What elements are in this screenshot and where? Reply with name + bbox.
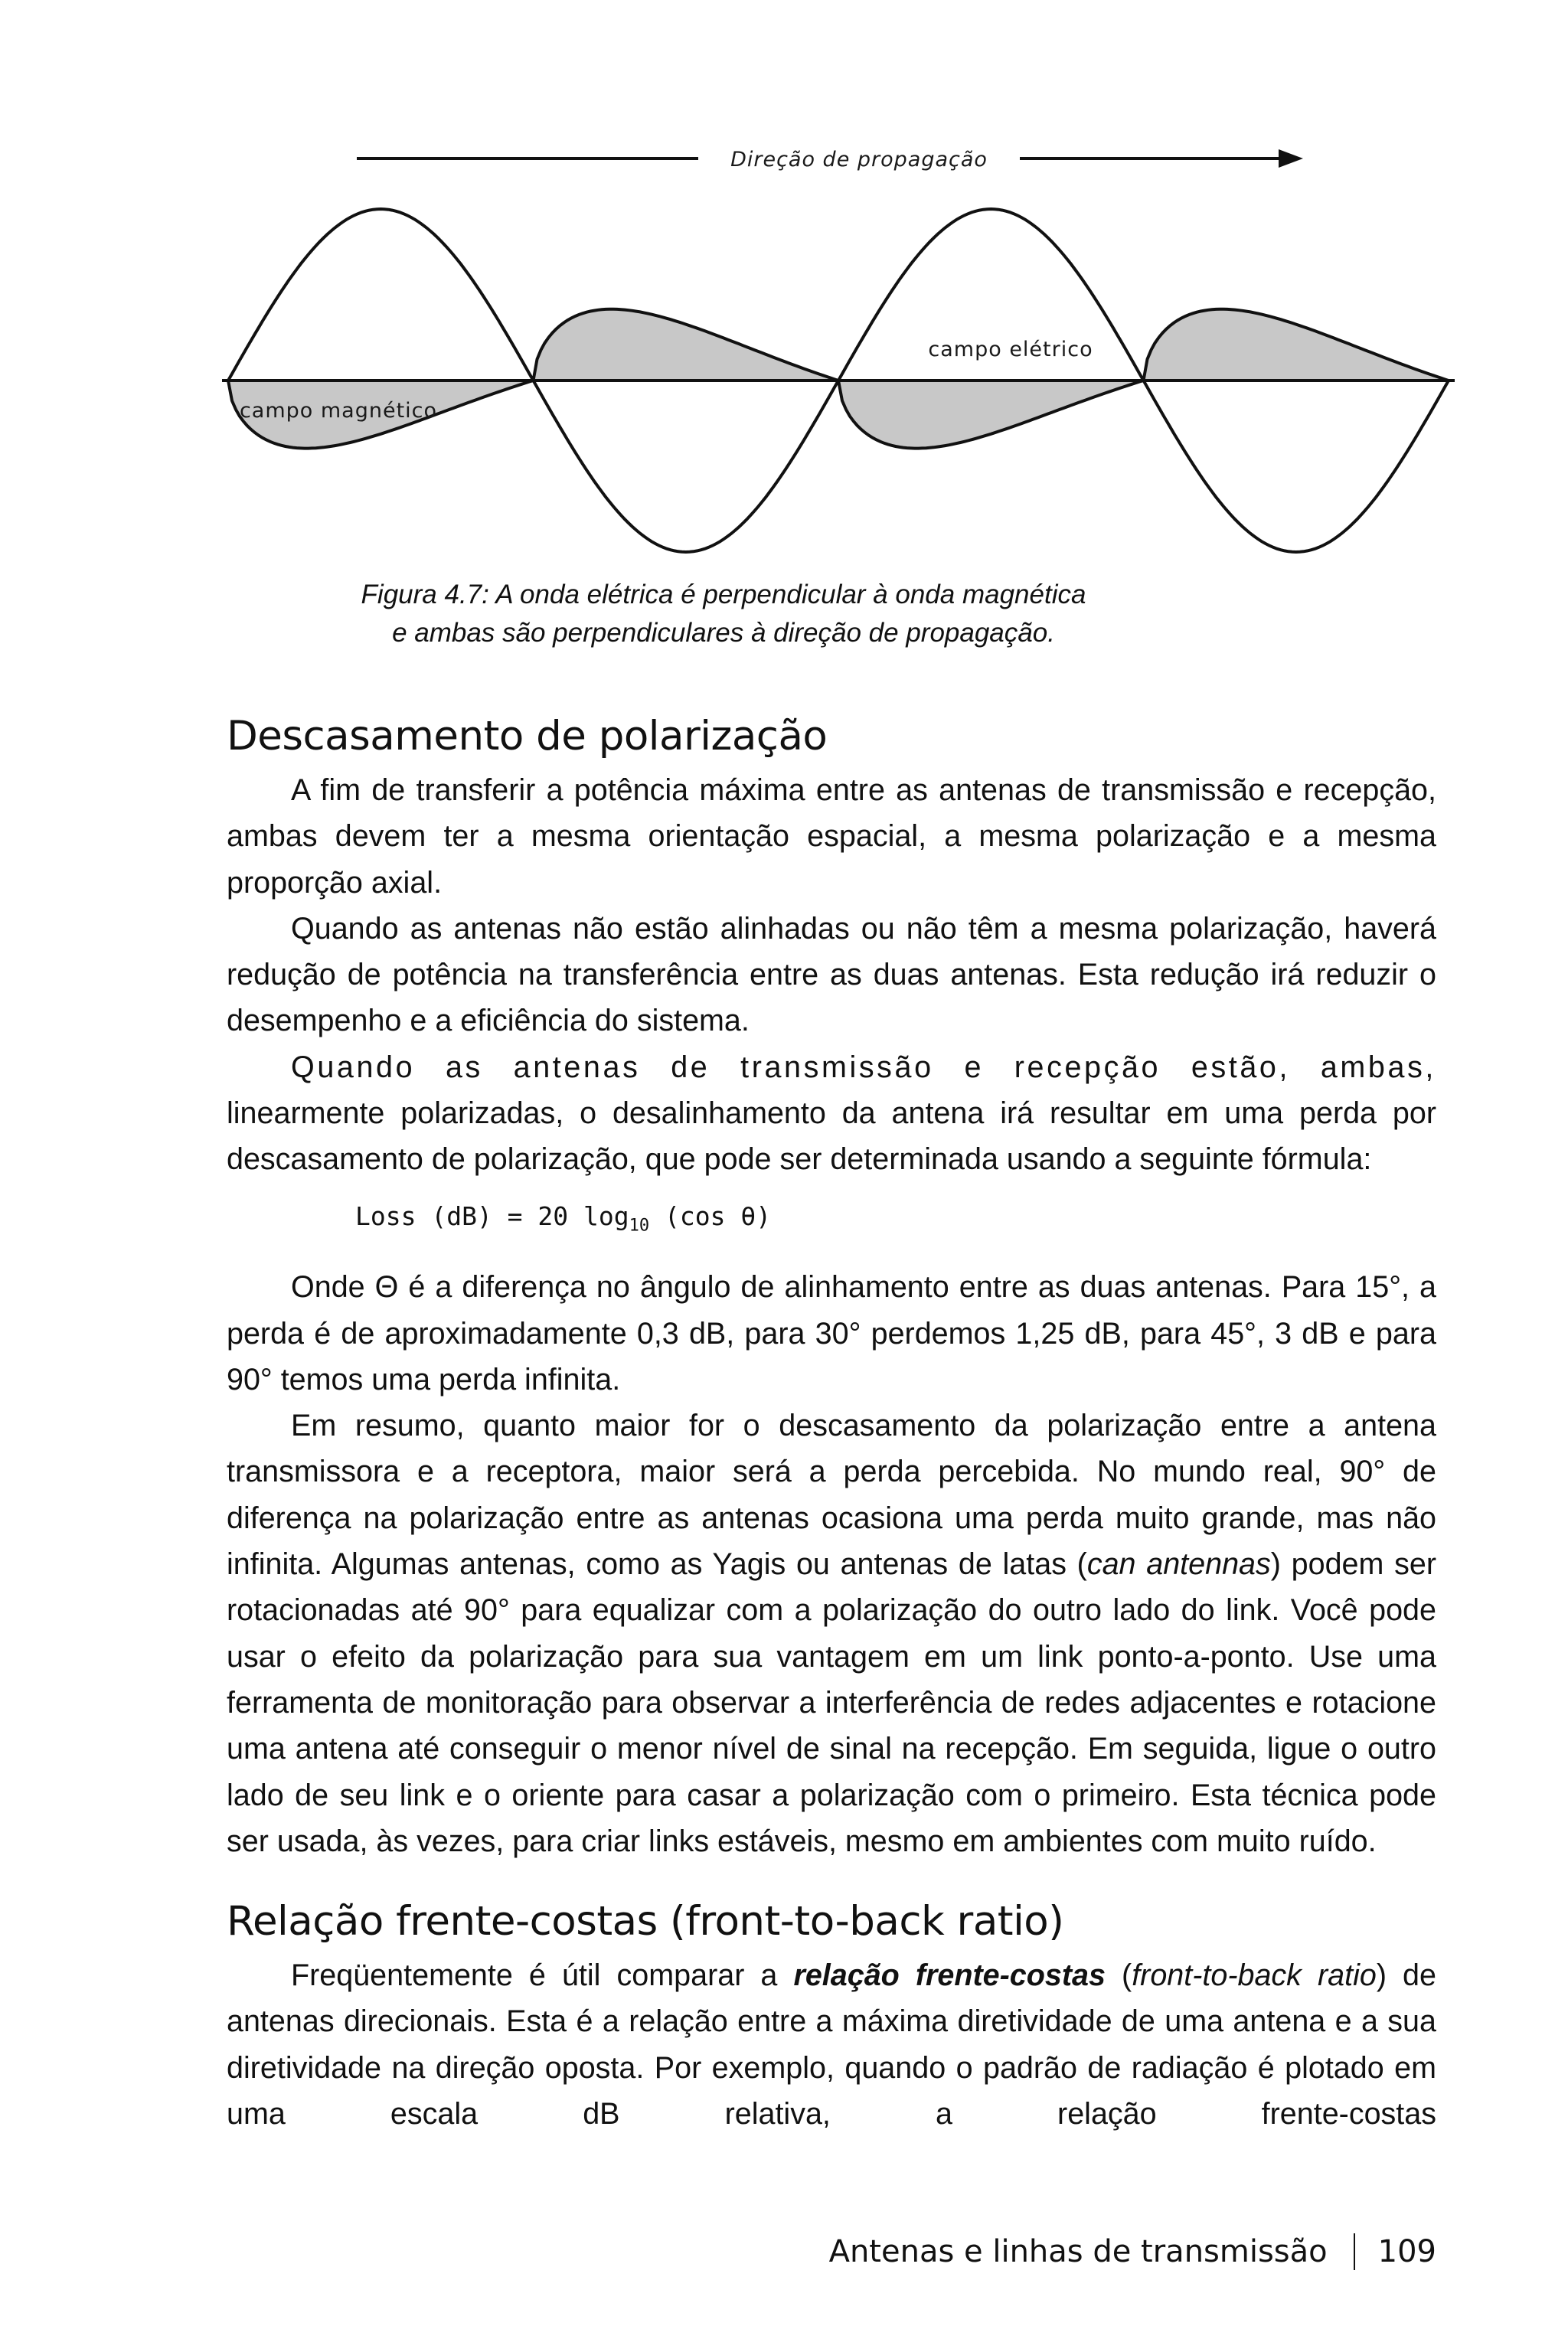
- paragraph-italic: front-to-back ratio: [1132, 1958, 1377, 1992]
- paragraph-first-line: Quando as antenas de transmissão e recepção estão, ambas,: [291, 1050, 1436, 1084]
- paragraph-bold-term: relação frente-costas: [793, 1958, 1106, 1992]
- page-footer: [829, 2229, 1436, 2275]
- formula-main: Loss (dB) = 20 log: [355, 1200, 629, 1231]
- paragraph: A fim de transferir a potência máxima entre as antenas de transmissão e recepção, ambas devem ter a mesma orientação espacial, a mesma polarização e a mesma proporção axial.: [227, 773, 1436, 900]
- formula-tail: (cos θ): [649, 1200, 772, 1231]
- magnetic-field-lobe: [838, 381, 1144, 449]
- paragraph-text: ) podem ser rotacionadas até 90° para equalizar com a polarização do outro lado do link. Você pode usar o efeito da polarização para sua vantagem em um link ponto-a-ponto. Use uma ferramenta de monitoração para observar a interferência de redes adjacentes e rotacione uma antena até conseguir o menor nível de sinal na recepção. Em seguida, ligue o outro lado de seu link e o oriente para casar a polarização com o primeiro. Esta técnica pode ser usada, às vezes, para criar links estáveis, mesmo em ambientes com muito ruído.: [227, 1547, 1436, 1858]
- formula-subscript: 10: [629, 1216, 650, 1236]
- paragraph-text: ) de antenas direcionais. Esta é a relação entre a máxima diretividade de uma antena e a sua diretividade na direção oposta. Por exemplo, quando o padrão de radiação é plotado em uma escala dB relativa, a relação frente-costas: [227, 1958, 1436, 2131]
- direction-arrowhead: [1279, 149, 1303, 168]
- paragraph-text: Em resumo, quanto maior for o descasamento da polarização entre a antena transmissora e a receptora, maior será a perda percebida. No mundo real, 90° de diferença na polarização entre as antenas ocasiona uma perda muito grande, mas não infinita. Algumas antenas, como as Yagis ou antenas de latas (: [227, 1409, 1436, 1582]
- electric-field-lobe: [1144, 309, 1449, 381]
- paragraph-italic: can antennas: [1086, 1547, 1271, 1582]
- magnetic-field-label: campo magnético: [239, 399, 438, 423]
- electric-field-label: campo elétrico: [928, 338, 1093, 361]
- page-number: 109: [1377, 2234, 1436, 2269]
- paragraph: [227, 1952, 1436, 2137]
- paragraph: Onde Θ é a diferença no ângulo de alinhamento entre as duas antenas. Para 15°, a perda é de aproximadamente 0,3 dB, para 30° perdemos 1,25 dB, para 45°, 3 dB e para 90° temos uma perda infinita.: [227, 1270, 1436, 1396]
- footer-separator: [1354, 2233, 1355, 2270]
- paragraph-text: Freqüentemente é útil comparar a: [291, 1958, 794, 1992]
- wave-diagram: [222, 138, 1455, 567]
- paragraph-text: linearmente polarizadas, o desalinhamento da antena irá resultar em uma perda por descasamento de polarização, que pode ser determinada usando a seguinte fórmula:: [227, 1096, 1436, 1177]
- paragraph: [227, 1403, 1436, 1864]
- paragraph-text: (: [1105, 1958, 1132, 1992]
- chapter-title: Antenas e linhas de transmissão: [828, 2234, 1328, 2269]
- section-heading: Relação frente-costas (front-to-back ratio): [227, 1898, 1064, 1945]
- figure-wave-diagram: [222, 138, 1455, 567]
- section-front-to-back-ratio: [227, 1896, 1436, 2137]
- electric-field-lobe: [534, 309, 839, 381]
- paragraph: [227, 1044, 1436, 1183]
- formula: [355, 1200, 1436, 1243]
- section-polarization-mismatch: [227, 710, 1436, 1864]
- direction-label: Direção de propagação: [730, 148, 988, 172]
- section-heading: Descasamento de polarização: [227, 713, 828, 760]
- caption-line: Figura 4.7: A onda elétrica é perpendicular à onda magnética: [361, 580, 1086, 609]
- paragraph: Quando as antenas não estão alinhadas ou não têm a mesma polarização, haverá redução de potência na transferência entre as duas antenas. Esta redução irá reduzir o desempenho e a eficiência do sistema.: [227, 911, 1436, 1038]
- caption-line: e ambas são perpendiculares à direção de propagação.: [392, 618, 1055, 648]
- figure-caption: [230, 576, 1217, 652]
